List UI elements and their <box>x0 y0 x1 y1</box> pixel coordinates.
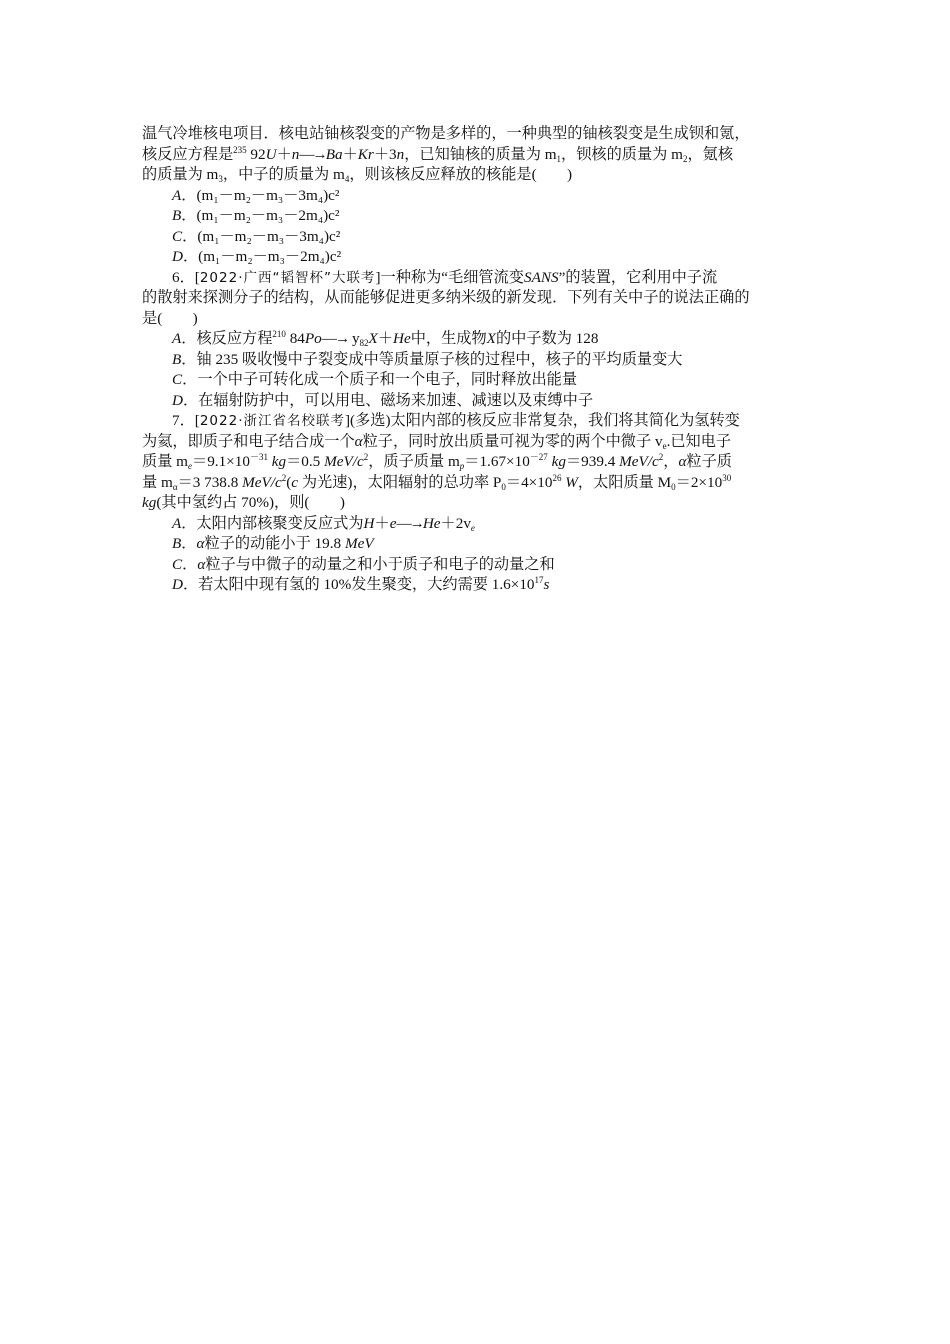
q6-stem-line3: 是( ) <box>142 309 198 327</box>
q5-stem-line3: 的质量为 $m_3$，中子的质量为 $m_4$，则该核反应释放的核能是( ) <box>142 166 573 184</box>
q5-option-c[interactable]: C．(m₁－m₂－m₃－3m₄)c² <box>172 227 341 245</box>
nuclear-equation: $^{235}$ 92U＋n―→Ba＋Kr＋3n <box>233 144 405 163</box>
document-page <box>142 124 812 596</box>
q5-stem-line2: 核反应方程是$^{235}$ 92U＋n―→Ba＋Kr＋3n，已知铀核的质量为 $m_1$，钡核的质量为 $m_2$，氪核 <box>142 144 734 164</box>
q7-source: 2022·浙江省名校联考 <box>199 413 345 429</box>
q5-option-a[interactable]: A．(m₁－m₂－m₃－3m₄)c² <box>172 186 340 204</box>
q6-option-d[interactable]: D．在辐射防护中，可以用电、磁场来加速、减速以及束缚中子 <box>172 391 594 409</box>
q6-option-a[interactable]: A．核反应方程$^{210}$ 84Po―→ $y_{82}X+He$中，生成物X的中子数为 128 <box>172 329 599 348</box>
q6-option-c[interactable]: C．一个中子可转化成一个质子和一个电子，同时释放出能量 <box>172 371 578 388</box>
q7-stem-line4: 量 $m_\alpha=3$ 738.8 MeV/$c^2(c$ 为光速)，太阳辐射的总功率 $P_0=4\times 10^{26}$ W，太阳质量 $M_0=2\times 10^{30}$ <box>142 472 732 492</box>
q5-option-d[interactable]: D．(m₁－m₂－m₃－2m₄)c² <box>172 248 342 265</box>
q6-stem-line2: 的散射来探测分子的结构，从而能够促进更多纳米级的新发现．下列有关中子的说法正确的 <box>142 289 750 306</box>
q5-stem-line1: 温气冷堆核电项目．核电站铀核裂变的产物是多样的，一种典型的铀核裂变是生成钡和氪， <box>142 125 750 142</box>
reaction-arrow: ―→ <box>396 514 423 532</box>
q6-stem-line1: 6．[2022·广西“韬智杯”大联考]一种称为“毛细管流变SANS”的装置，它利用中子流 <box>172 268 718 286</box>
q5-option-b[interactable]: B．(m₁－m₂－m₃－2m₄)c² <box>172 207 340 224</box>
q7-stem-line1: 7．[2022·浙江省名校联考](多选)太阳内部的核反应非常复杂，我们将其简化为氢转变 <box>172 412 740 429</box>
q7-stem-line3: 质量 $m_e=9.1\times 10^{-31}$ kg＝0.5 MeV/$c^2$，质子质量 $m_p=1.67\times 10^{-27}$ kg＝939.4 MeV/$c^2$，α粒子质 <box>142 452 732 471</box>
q7-option-b[interactable]: B．α粒子的动能小于 19.8 MeV <box>172 535 374 552</box>
q7-option-c[interactable]: C．α粒子与中微子的动量之和小于质子和电子的动量之和 <box>172 555 555 573</box>
q6-option-b[interactable]: B．铀 235 吸收慢中子裂变成中等质量原子核的过程中，核子的平均质量变大 <box>172 350 683 368</box>
reaction-arrow: ―→ <box>299 145 326 163</box>
q7-stem-line5: kg(其中氢约占 70%)，则( ) <box>142 494 345 511</box>
q6-source: 2022·广西“韬智杯”大联考 <box>199 269 376 286</box>
reaction-arrow: ―→ <box>321 330 349 347</box>
q7-stem-line2: 为氦，即质子和电子结合成一个α粒子，同时放出质量可视为零的两个中微子 $v_e$.已知电子 <box>142 432 732 451</box>
q7-option-a[interactable]: A．太阳内部核聚变反应式为$H+e―\to He+2v_e$ <box>172 514 475 533</box>
q7-option-d[interactable]: D．若太阳中现有氢的 10%发生聚变，大约需要 $1.6\times 10^{17}s$ <box>172 575 550 593</box>
